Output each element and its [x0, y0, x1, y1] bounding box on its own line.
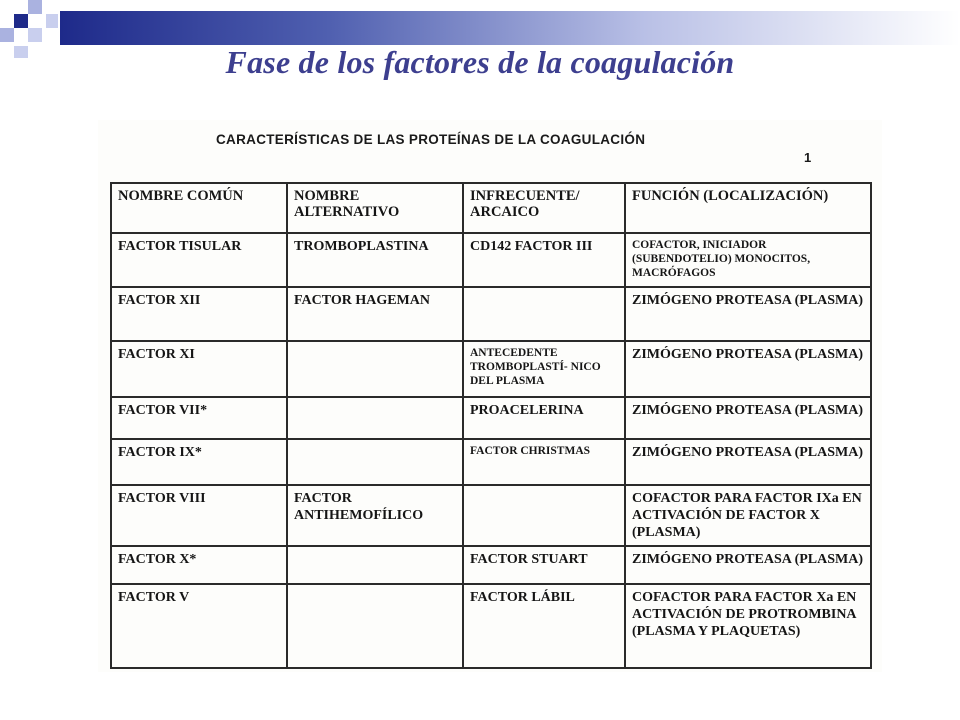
cell-common-name: FACTOR V	[111, 584, 287, 668]
table-row	[111, 233, 871, 287]
cell-alternative-name: TROMBOPLASTINA	[287, 233, 463, 287]
table-row	[111, 287, 871, 341]
cell-rare-name: FACTOR LÁBIL	[463, 584, 625, 668]
cell-rare-name	[463, 287, 625, 341]
cell-rare-name: FACTOR CHRISTMAS	[463, 439, 625, 485]
table-row	[111, 341, 871, 397]
column-header: INFRECUENTE/ ARCAICO	[463, 183, 625, 233]
column-header: NOMBRE COMÚN	[111, 183, 287, 233]
cell-alternative-name: FACTOR ANTIHEMOFÍLICO	[287, 485, 463, 546]
table-row	[111, 397, 871, 439]
cell-common-name: FACTOR X*	[111, 546, 287, 584]
table-row	[111, 485, 871, 546]
cell-rare-name: CD142 FACTOR III	[463, 233, 625, 287]
cell-alternative-name	[287, 546, 463, 584]
cell-rare-name: ANTECEDENTE TROMBOPLASTÍ- NICO DEL PLASMA	[463, 341, 625, 397]
cell-function: COFACTOR PARA FACTOR IXa EN ACTIVACIÓN DE FACTOR X (PLASMA)	[625, 485, 871, 546]
cell-alternative-name: FACTOR HAGEMAN	[287, 287, 463, 341]
cell-alternative-name	[287, 439, 463, 485]
document-heading: CARACTERÍSTICAS DE LAS PROTEÍNAS DE LA COAGULACIÓN	[216, 132, 646, 147]
cell-alternative-name	[287, 584, 463, 668]
table-row	[111, 546, 871, 584]
slide-title: Fase de los factores de la coagulación	[225, 44, 735, 80]
table-row	[111, 584, 871, 668]
cell-common-name: FACTOR IX*	[111, 439, 287, 485]
header-band	[60, 11, 960, 45]
cell-common-name: FACTOR XI	[111, 341, 287, 397]
cell-function: ZIMÓGENO PROTEASA (PLASMA)	[625, 397, 871, 439]
cell-alternative-name	[287, 341, 463, 397]
cell-function: ZIMÓGENO PROTEASA (PLASMA)	[625, 341, 871, 397]
cell-function: ZIMÓGENO PROTEASA (PLASMA)	[625, 439, 871, 485]
cell-common-name: FACTOR TISULAR	[111, 233, 287, 287]
cell-alternative-name	[287, 397, 463, 439]
page-number: 1	[804, 150, 812, 165]
column-header: FUNCIÓN (LOCALIZACIÓN)	[625, 183, 871, 233]
cell-rare-name: FACTOR STUART	[463, 546, 625, 584]
cell-rare-name: PROACELERINA	[463, 397, 625, 439]
table-header-row	[111, 183, 871, 233]
cell-function: ZIMÓGENO PROTEASA (PLASMA)	[625, 546, 871, 584]
coagulation-proteins-table	[110, 182, 872, 669]
cell-rare-name	[463, 485, 625, 546]
scanned-document	[98, 120, 882, 672]
column-header: NOMBRE ALTERNATIVO	[287, 183, 463, 233]
cell-common-name: FACTOR VIII	[111, 485, 287, 546]
cell-function: COFACTOR PARA FACTOR Xa EN ACTIVACIÓN DE PROTROMBINA (PLASMA Y PLAQUETAS)	[625, 584, 871, 668]
cell-common-name: FACTOR XII	[111, 287, 287, 341]
cell-function: COFACTOR, INICIADOR (SUBENDOTELIO) MONOCITOS, MACRÓFAGOS	[625, 233, 871, 287]
cell-function: ZIMÓGENO PROTEASA (PLASMA)	[625, 287, 871, 341]
table-row	[111, 439, 871, 485]
cell-common-name: FACTOR VII*	[111, 397, 287, 439]
